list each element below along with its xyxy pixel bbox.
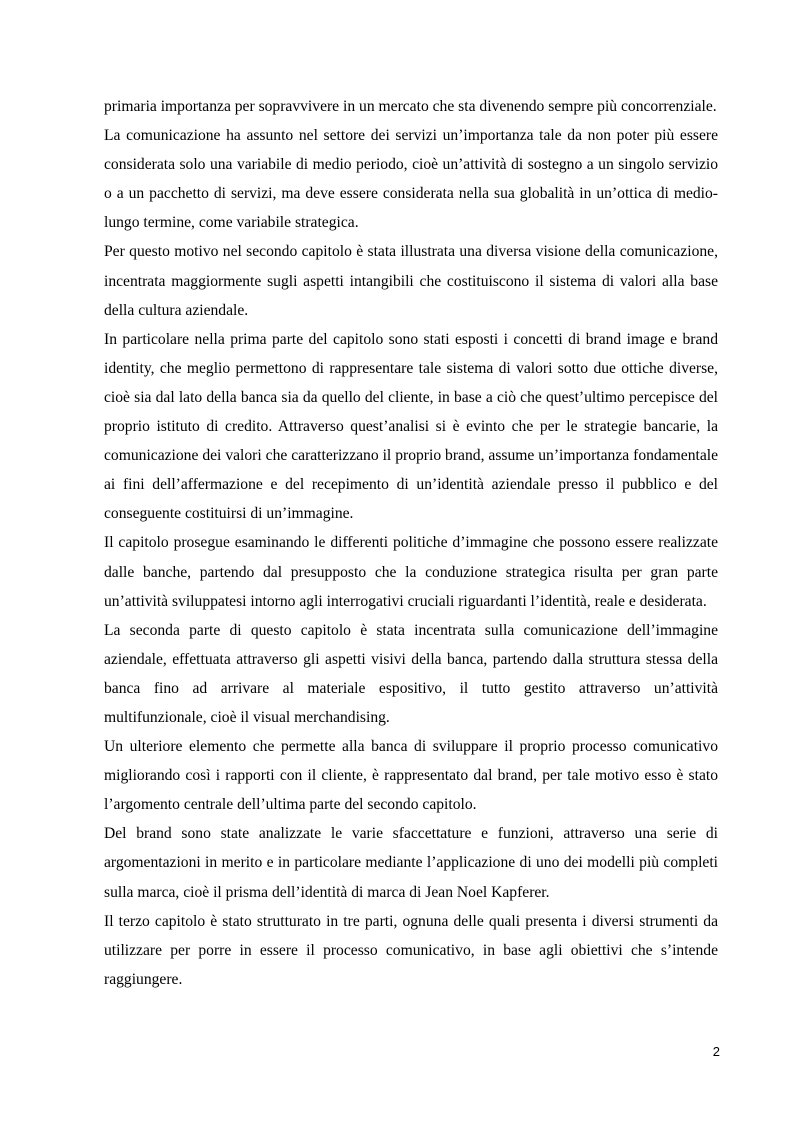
paragraph-7: Un ulteriore elemento che permette alla banca di sviluppare il proprio processo comunicativo migliorando così i rapporti con il cliente, è rappresentato dal brand, per tale motivo esso è stato l’argomento centrale dell’ultima parte del secondo capitolo. (104, 738, 718, 814)
paragraph-3: Per questo motivo nel secondo capitolo è stata illustrata una diversa visione della comunicazione, incentrata maggiormente sugli aspetti intangibili che costituiscono il sistema di valori alla base della cultura aziendale. (104, 243, 718, 319)
paragraph-5: Il capitolo prosegue esaminando le differenti politiche d’immagine che possono essere realizzate dalle banche, partendo dal presupposto che la conduzione strategica risulta per gran parte un’attività sviluppatesi intorno agli interrogativi cruciali riguardanti l’identità, reale e desiderata. (104, 534, 718, 610)
paragraph-2: La comunicazione ha assunto nel settore dei servizi un’importanza tale da non poter più essere considerata solo una variabile di medio periodo, cioè un’attività di sostegno a un singolo servizio o a un pacchetto di servizi, ma deve essere considerata nella sua globalità in un’ottica di medio-lungo termine, come variabile strategica. (104, 127, 718, 232)
paragraph-6: La seconda parte di questo capitolo è stata incentrata sulla comunicazione dell’immagine aziendale, effettuata attraverso gli aspetti visivi della banca, partendo dalla struttura stessa della banca fino ad arrivare al materiale espositivo, il tutto gestito attraverso un’attività multifunzionale, cioè il visual merchandising. (104, 621, 718, 726)
paragraph-9: Il terzo capitolo è stato strutturato in tre parti, ognuna delle quali presenta i diversi strumenti da utilizzare per porre in essere il processo comunicativo, in base agli obiettivi che s’intende raggiungere. (104, 912, 718, 988)
paragraph-8: Del brand sono state analizzate le varie sfaccettature e funzioni, attraverso una serie di argomentazioni in merito e in particolare mediante l’applicazione di uno dei modelli più completi sulla marca, cioè il prisma dell’identità di marca di Jean Noel Kapferer. (104, 825, 718, 901)
page-number: 2 (712, 1044, 720, 1059)
paragraph-1: primaria importanza per sopravvivere in un mercato che sta divenendo sempre più concorrenziale. (104, 98, 717, 115)
paragraph-4: In particolare nella prima parte del capitolo sono stati esposti i concetti di brand image e brand identity, che meglio permettono di rappresentare tale sistema di valori sotto due ottiche diverse, cioè sia dal lato della banca sia da quello del cliente, in base a ciò che quest’ultimo percepisce del proprio istituto di credito. Attraverso quest’analisi si è evinto che per le strategie bancarie, la comunicazione dei valori che caratterizzano il proprio brand, assume un’importanza fondamentale ai fini dell’affermazione e del recepimento di un’identità aziendale presso il pubblico e del conseguente costituirsi di un’immagine. (104, 330, 718, 523)
body-text (104, 92, 718, 994)
